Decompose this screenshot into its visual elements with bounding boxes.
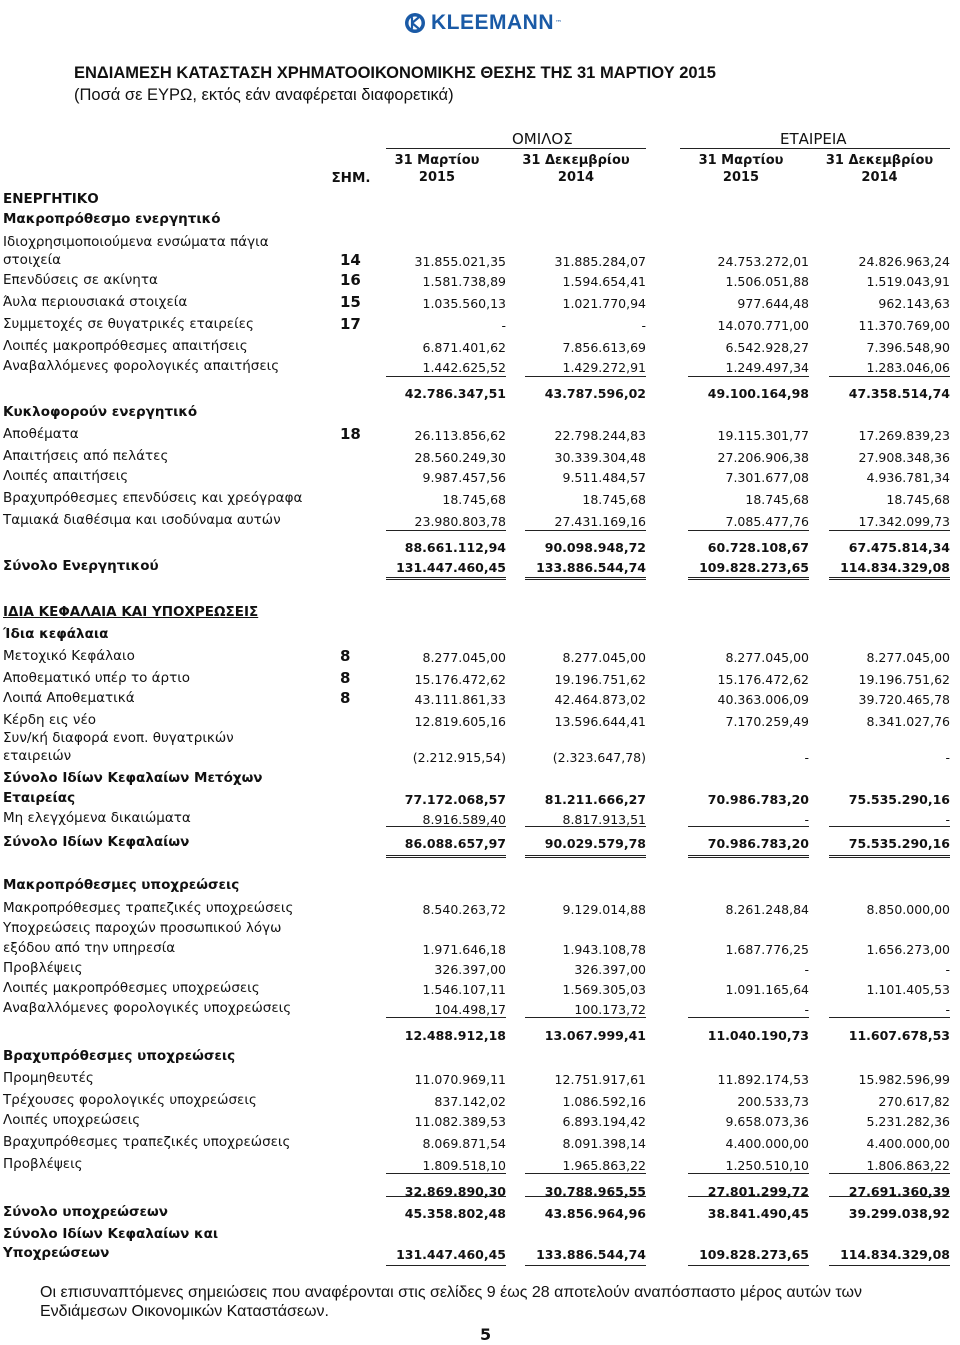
column-rule	[386, 1196, 506, 1197]
cell-company-dec-2014: 24.826.963,24	[858, 254, 950, 269]
cell-company-mar-2015: 6.542.928,27	[725, 340, 809, 355]
row-label: Τρέχουσες φορολογικές υποχρεώσεις	[3, 1092, 257, 1108]
cell-group-dec-2014: 6.893.194,42	[562, 1114, 646, 1129]
column-rule	[386, 577, 506, 580]
cell-company-dec-2014: -	[945, 1002, 950, 1017]
cell-company-mar-2015: 109.828.273,65	[699, 1247, 809, 1262]
row-label: Υποχρεώσεις παροχών προσωπικού λόγω	[3, 920, 282, 936]
column-rule	[829, 1017, 950, 1018]
cell-company-dec-2014: 8.277.045,00	[866, 650, 950, 665]
row-label: Υποχρεώσεων	[3, 1245, 110, 1261]
column-rule	[829, 826, 950, 827]
row-label: εταιρειών	[3, 748, 72, 764]
group-header-omilos: ΟΜΙΛΟΣ	[512, 130, 573, 148]
cell-company-mar-2015: 40.363.006,09	[717, 692, 809, 707]
statement-subtitle: (Ποσά σε ΕΥΡΩ, εκτός εάν αναφέρεται διαφορετικά)	[74, 86, 454, 104]
cell-company-dec-2014: 114.834.329,08	[840, 560, 950, 575]
cell-group-dec-2014: 8.277.045,00	[562, 650, 646, 665]
cell-company-mar-2015: 8.261.248,84	[725, 902, 809, 917]
row-label: Μακροπρόθεσμες υποχρεώσεις	[3, 877, 240, 893]
cell-company-dec-2014: -	[945, 750, 950, 765]
row-label: Σύνολο υποχρεώσεων	[3, 1204, 168, 1220]
row-label: Συμμετοχές σε θυγατρικές εταιρείες	[3, 316, 254, 332]
row-label: Κυκλοφορούν ενεργητικό	[3, 404, 198, 420]
cell-group-dec-2014: 8.091.398,14	[562, 1136, 646, 1151]
column-rule	[829, 1173, 950, 1174]
row-label: Αναβαλλόμενες φορολογικές απαιτήσεις	[3, 358, 280, 374]
cell-group-dec-2014: 1.429.272,91	[562, 360, 646, 375]
cell-group-mar-2015: 1.581.738,89	[422, 274, 506, 289]
cell-company-mar-2015: 27.801.299,72	[707, 1184, 809, 1199]
column-rule	[525, 1017, 646, 1018]
row-note-ref: 15	[340, 293, 361, 311]
cell-group-mar-2015: 9.987.457,56	[422, 470, 506, 485]
cell-group-dec-2014: 90.029.579,78	[544, 836, 646, 851]
cell-company-mar-2015: 24.753.272,01	[717, 254, 809, 269]
cell-company-dec-2014: 5.231.282,36	[866, 1114, 950, 1129]
cell-company-dec-2014: 18.745,68	[886, 492, 950, 507]
cell-group-mar-2015: 28.560.249,30	[414, 450, 506, 465]
cell-company-dec-2014: 1.656.273,00	[866, 942, 950, 957]
row-note-ref: 8	[340, 669, 351, 687]
cell-group-mar-2015: 45.358.802,48	[404, 1206, 506, 1221]
column-rule	[688, 1173, 809, 1174]
cell-company-mar-2015: -	[804, 1002, 809, 1017]
cell-company-mar-2015: 1.249.497,34	[725, 360, 809, 375]
cell-company-mar-2015: 7.085.477,76	[725, 514, 809, 529]
cell-group-mar-2015: 8.277.045,00	[422, 650, 506, 665]
cell-company-dec-2014: 11.370.769,00	[858, 318, 950, 333]
cell-company-dec-2014: 39.299.038,92	[848, 1206, 950, 1221]
cell-group-mar-2015: 32.869.890,30	[404, 1184, 506, 1199]
column-header-group-dec-2014: 31 Δεκεμβρίου 2014	[522, 153, 630, 185]
cell-company-dec-2014: 962.143,63	[878, 296, 950, 311]
row-label: Λοιπές μακροπρόθεσμες απαιτήσεις	[3, 338, 248, 354]
column-rule	[829, 1196, 950, 1197]
row-label: Λοιπά Αποθεματικά	[3, 690, 135, 706]
cell-company-mar-2015: 200.533,73	[737, 1094, 809, 1109]
cell-group-mar-2015: 86.088.657,97	[404, 836, 506, 851]
row-label: Αποθέματα	[3, 426, 79, 442]
cell-group-dec-2014: 1.021.770,94	[562, 296, 646, 311]
cell-group-dec-2014: -	[641, 318, 646, 333]
row-note-ref: 8	[340, 647, 351, 665]
cell-group-mar-2015: 26.113.856,62	[414, 428, 506, 443]
row-label: στοιχεία	[3, 252, 62, 268]
cell-company-dec-2014: 19.196.751,62	[858, 672, 950, 687]
row-label: Εταιρείας	[3, 790, 76, 806]
cell-group-dec-2014: 13.067.999,41	[544, 1028, 646, 1043]
row-note-ref: 14	[340, 251, 361, 269]
group-underline-etaireia	[680, 148, 950, 149]
cell-company-dec-2014: 27.691.360,39	[848, 1184, 950, 1199]
cell-group-mar-2015: 18.745,68	[442, 492, 506, 507]
column-rule	[525, 1196, 646, 1197]
cell-company-mar-2015: 109.828.273,65	[699, 560, 809, 575]
cell-company-dec-2014: 114.834.329,08	[840, 1247, 950, 1262]
row-note-ref: 16	[340, 271, 361, 289]
cell-group-dec-2014: 42.464.873,02	[554, 692, 646, 707]
column-rule	[525, 577, 646, 580]
row-label: Προμηθευτές	[3, 1070, 94, 1086]
cell-group-dec-2014: 12.751.917,61	[554, 1072, 646, 1087]
column-header-company-dec-2014: 31 Δεκεμβρίου 2014	[825, 153, 934, 185]
cell-group-dec-2014: 13.596.644,41	[554, 714, 646, 729]
cell-company-mar-2015: 7.170.259,49	[725, 714, 809, 729]
column-rule	[525, 1173, 646, 1174]
cell-group-mar-2015: 131.447.460,45	[396, 1247, 506, 1262]
logo-trademark: ™	[555, 19, 562, 27]
cell-company-mar-2015: -	[804, 750, 809, 765]
cell-company-dec-2014: 39.720.465,78	[858, 692, 950, 707]
cell-company-dec-2014: -	[945, 812, 950, 827]
cell-company-dec-2014: 27.908.348,36	[858, 450, 950, 465]
cell-group-dec-2014: 1.943.108,78	[562, 942, 646, 957]
row-label: Αναβαλλόμενες φορολογικές υποχρεώσεις	[3, 1000, 292, 1016]
logo-wordmark: KLEEMANN	[431, 11, 554, 34]
row-label: Κέρδη εις νέο	[3, 712, 97, 728]
cell-company-dec-2014: 67.475.814,34	[848, 540, 950, 555]
row-note-ref: 18	[340, 425, 361, 443]
column-rule	[829, 1265, 950, 1266]
column-rule	[688, 577, 809, 580]
group-underline-omilos	[386, 148, 646, 149]
cell-group-mar-2015: -	[501, 318, 506, 333]
cell-group-dec-2014: 43.787.596,02	[544, 386, 646, 401]
cell-company-mar-2015: 11.040.190,73	[707, 1028, 809, 1043]
cell-group-dec-2014: 18.745,68	[582, 492, 646, 507]
cell-group-dec-2014: 22.798.244,83	[554, 428, 646, 443]
cell-group-mar-2015: 12.488.912,18	[404, 1028, 506, 1043]
cell-group-dec-2014: 19.196.751,62	[554, 672, 646, 687]
cell-group-dec-2014: 326.397,00	[574, 962, 646, 977]
row-label: Σύνολο Ιδίων Κεφαλαίων	[3, 834, 190, 850]
cell-company-dec-2014: 1.519.043,91	[866, 274, 950, 289]
row-label: Μακροπρόθεσμο ενεργητικό	[3, 211, 221, 227]
kleemann-emblem-icon	[404, 12, 426, 34]
row-label: Λοιπές μακροπρόθεσμες υποχρεώσεις	[3, 980, 260, 996]
cell-company-mar-2015: 38.841.490,45	[707, 1206, 809, 1221]
cell-company-dec-2014: 75.535.290,16	[848, 836, 950, 851]
column-rule	[829, 530, 950, 531]
row-note-ref: 17	[340, 315, 361, 333]
cell-group-mar-2015: 6.871.401,62	[422, 340, 506, 355]
column-rule	[688, 1196, 809, 1197]
column-rule	[386, 826, 506, 827]
cell-group-mar-2015: 23.980.803,78	[414, 514, 506, 529]
cell-company-mar-2015: -	[804, 812, 809, 827]
cell-company-dec-2014: 1.101.405,53	[866, 982, 950, 997]
column-rule	[525, 1265, 646, 1266]
column-rule	[386, 1017, 506, 1018]
cell-company-dec-2014: 4.400.000,00	[866, 1136, 950, 1151]
cell-company-dec-2014: 270.617,82	[878, 1094, 950, 1109]
cell-group-mar-2015: (2.212.915,54)	[412, 750, 506, 765]
cell-group-mar-2015: 8.069.871,54	[422, 1136, 506, 1151]
cell-group-mar-2015: 1.442.625,52	[422, 360, 506, 375]
cell-group-mar-2015: 1.035.560,13	[422, 296, 506, 311]
cell-company-dec-2014: 1.283.046,06	[866, 360, 950, 375]
cell-group-dec-2014: 43.856.964,96	[544, 1206, 646, 1221]
row-label: ΕΝΕΡΓΗΤΙΚΟ	[3, 191, 99, 207]
row-label: Σύνολο Ιδίων Κεφαλαίων Μετόχων	[3, 770, 263, 786]
row-label: Απαιτήσεις από πελάτες	[3, 448, 169, 464]
row-label: Συν/κή διαφορά ενοπ. θυγατρικών	[3, 730, 234, 746]
row-label: Άυλα περιουσιακά στοιχεία	[3, 294, 188, 310]
column-rule	[386, 530, 506, 531]
cell-company-mar-2015: 4.400.000,00	[725, 1136, 809, 1151]
cell-company-dec-2014: 8.341.027,76	[866, 714, 950, 729]
column-rule	[688, 826, 809, 827]
cell-company-dec-2014: 15.982.596,99	[858, 1072, 950, 1087]
cell-group-dec-2014: 81.211.666,27	[544, 792, 646, 807]
cell-group-mar-2015: 88.661.112,94	[404, 540, 506, 555]
cell-group-dec-2014: 90.098.948,72	[544, 540, 646, 555]
column-rule	[688, 855, 809, 858]
column-rule	[525, 530, 646, 531]
row-label: Αποθεματικό υπέρ το άρτιο	[3, 670, 191, 686]
cell-company-mar-2015: 977.644,48	[737, 296, 809, 311]
column-rule	[829, 855, 950, 858]
cell-group-dec-2014: 30.339.304,48	[554, 450, 646, 465]
cell-company-dec-2014: 47.358.514,74	[848, 386, 950, 401]
cell-company-dec-2014: 17.269.839,23	[858, 428, 950, 443]
cell-group-mar-2015: 1.546.107,11	[422, 982, 506, 997]
cell-group-mar-2015: 1.971.646,18	[422, 942, 506, 957]
cell-group-mar-2015: 131.447.460,45	[396, 560, 506, 575]
group-header-etaireia: ΕΤΑΙΡΕΙΑ	[780, 130, 847, 148]
column-header-group-mar-2015: 31 Μαρτίου 2015	[394, 153, 480, 185]
cell-group-dec-2014: 7.856.613,69	[562, 340, 646, 355]
cell-company-dec-2014: 1.806.863,22	[866, 1158, 950, 1173]
cell-company-dec-2014: 4.936.781,34	[866, 470, 950, 485]
cell-company-mar-2015: 8.277.045,00	[725, 650, 809, 665]
note-column-header: ΣΗΜ.	[331, 170, 371, 186]
cell-company-mar-2015: 1.091.165,64	[725, 982, 809, 997]
cell-group-mar-2015: 11.070.969,11	[414, 1072, 506, 1087]
cell-group-dec-2014: 1.569.305,03	[562, 982, 646, 997]
cell-group-mar-2015: 15.176.472,62	[414, 672, 506, 687]
cell-company-mar-2015: -	[804, 962, 809, 977]
row-label: Λοιπές απαιτήσεις	[3, 468, 129, 484]
cell-company-mar-2015: 60.728.108,67	[707, 540, 809, 555]
cell-company-mar-2015: 7.301.677,08	[725, 470, 809, 485]
cell-group-dec-2014: 31.885.284,07	[554, 254, 646, 269]
row-label: Ιδιοχρησιμοποιούμενα ενσώματα πάγια	[3, 234, 269, 250]
cell-group-dec-2014: (2.323.647,78)	[552, 750, 646, 765]
cell-group-dec-2014: 1.965.863,22	[562, 1158, 646, 1173]
cell-group-mar-2015: 8.540.263,72	[422, 902, 506, 917]
column-header-company-mar-2015: 31 Μαρτίου 2015	[698, 153, 784, 185]
cell-group-dec-2014: 1.594.654,41	[562, 274, 646, 289]
row-note-ref: 8	[340, 689, 351, 707]
statement-title: ΕΝΔΙΑΜΕΣΗ ΚΑΤΑΣΤΑΣΗ ΧΡΗΜΑΤΟΟΙΚΟΝΟΜΙΚΗΣ ΘΕΣΗΣ ΤΗΣ 31 ΜΑΡΤΙΟΥ 2015	[74, 64, 716, 82]
cell-group-dec-2014: 30.788.965,55	[544, 1184, 646, 1199]
cell-company-mar-2015: 18.745,68	[745, 492, 809, 507]
cell-company-mar-2015: 1.687.776,25	[725, 942, 809, 957]
column-rule	[386, 1173, 506, 1174]
column-rule	[688, 530, 809, 531]
row-label: Μακροπρόθεσμες τραπεζικές υποχρεώσεις	[3, 900, 294, 916]
column-rule	[688, 376, 809, 377]
cell-group-dec-2014: 1.086.592,16	[562, 1094, 646, 1109]
cell-group-dec-2014: 133.886.544,74	[536, 560, 646, 575]
cell-company-dec-2014: 7.396.548,90	[866, 340, 950, 355]
cell-company-dec-2014: 17.342.099,73	[858, 514, 950, 529]
cell-company-mar-2015: 27.206.906,38	[717, 450, 809, 465]
column-rule	[386, 1265, 506, 1266]
cell-group-mar-2015: 11.082.389,53	[414, 1114, 506, 1129]
row-label: Βραχυπρόθεσμες υποχρεώσεις	[3, 1048, 236, 1064]
column-rule	[525, 376, 646, 377]
row-label: Σύνολο Ιδίων Κεφαλαίων και	[3, 1226, 219, 1242]
cell-group-mar-2015: 104.498,17	[434, 1002, 506, 1017]
column-rule	[386, 376, 506, 377]
cell-group-mar-2015: 326.397,00	[434, 962, 506, 977]
row-label: Μη ελεγχόμενα δικαιώματα	[3, 810, 191, 826]
row-label: ΙΔΙΑ ΚΕΦΑΛΑΙΑ ΚΑΙ ΥΠΟΧΡΕΩΣΕΙΣ	[3, 604, 259, 620]
cell-group-mar-2015: 837.142,02	[434, 1094, 506, 1109]
cell-company-dec-2014: 11.607.678,53	[848, 1028, 950, 1043]
column-rule	[829, 376, 950, 377]
cell-company-mar-2015: 15.176.472,62	[717, 672, 809, 687]
cell-group-mar-2015: 8.916.589,40	[422, 812, 506, 827]
row-label: Προβλέψεις	[3, 960, 83, 976]
column-rule	[688, 1017, 809, 1018]
cell-group-dec-2014: 9.129.014,88	[562, 902, 646, 917]
column-rule	[525, 826, 646, 827]
row-label: Βραχυπρόθεσμες τραπεζικές υποχρεώσεις	[3, 1134, 291, 1150]
cell-group-mar-2015: 1.809.518,10	[422, 1158, 506, 1173]
row-label: Προβλέψεις	[3, 1156, 83, 1172]
cell-group-mar-2015: 31.855.021,35	[414, 254, 506, 269]
cell-group-dec-2014: 27.431.169,16	[554, 514, 646, 529]
row-label: Σύνολο Ενεργητικού	[3, 558, 159, 574]
cell-group-dec-2014: 133.886.544,74	[536, 1247, 646, 1262]
cell-company-mar-2015: 70.986.783,20	[707, 792, 809, 807]
cell-company-dec-2014: 8.850.000,00	[866, 902, 950, 917]
cell-company-mar-2015: 11.892.174,53	[717, 1072, 809, 1087]
row-label: Λοιπές υποχρεώσεις	[3, 1112, 141, 1128]
cell-company-mar-2015: 49.100.164,98	[707, 386, 809, 401]
cell-company-mar-2015: 14.070.771,00	[717, 318, 809, 333]
cell-company-mar-2015: 19.115.301,77	[717, 428, 809, 443]
column-rule	[386, 855, 506, 858]
kleemann-logo	[404, 10, 562, 36]
cell-group-dec-2014: 8.817.913,51	[562, 812, 646, 827]
row-label: Μετοχικό Κεφάλαιο	[3, 648, 135, 664]
cell-group-mar-2015: 77.172.068,57	[404, 792, 506, 807]
cell-group-mar-2015: 42.786.347,51	[404, 386, 506, 401]
cell-group-dec-2014: 9.511.484,57	[562, 470, 646, 485]
cell-company-mar-2015: 70.986.783,20	[707, 836, 809, 851]
cell-company-mar-2015: 1.250.510,10	[725, 1158, 809, 1173]
row-label: Ταμιακά διαθέσιμα και ισοδύναμα αυτών	[3, 512, 281, 528]
row-label: Βραχυπρόθεσμες επενδύσεις και χρεόγραφα	[3, 490, 303, 506]
cell-group-mar-2015: 43.111.861,33	[414, 692, 506, 707]
page-number: 5	[480, 1325, 492, 1344]
cell-company-mar-2015: 1.506.051,88	[725, 274, 809, 289]
cell-group-dec-2014: 100.173,72	[574, 1002, 646, 1017]
column-rule	[525, 855, 646, 858]
row-label: εξόδου από την υπηρεσία	[3, 940, 176, 956]
column-rule	[829, 577, 950, 580]
row-label: Επενδύσεις σε ακίνητα	[3, 272, 158, 288]
cell-group-mar-2015: 12.819.605,16	[414, 714, 506, 729]
column-rule	[688, 1265, 809, 1266]
cell-company-dec-2014: -	[945, 962, 950, 977]
cell-company-dec-2014: 75.535.290,16	[848, 792, 950, 807]
footnote: Οι επισυναπτόμενες σημειώσεις που αναφέρονται στις σελίδες 9 έως 28 αποτελούν αναπόσπαστο μέρος αυτών των Ενδιάμεσων Οικονομικών Καταστάσεων.	[40, 1284, 862, 1320]
row-label: Ίδια κεφάλαια	[3, 626, 109, 642]
cell-company-mar-2015: 9.658.073,36	[725, 1114, 809, 1129]
